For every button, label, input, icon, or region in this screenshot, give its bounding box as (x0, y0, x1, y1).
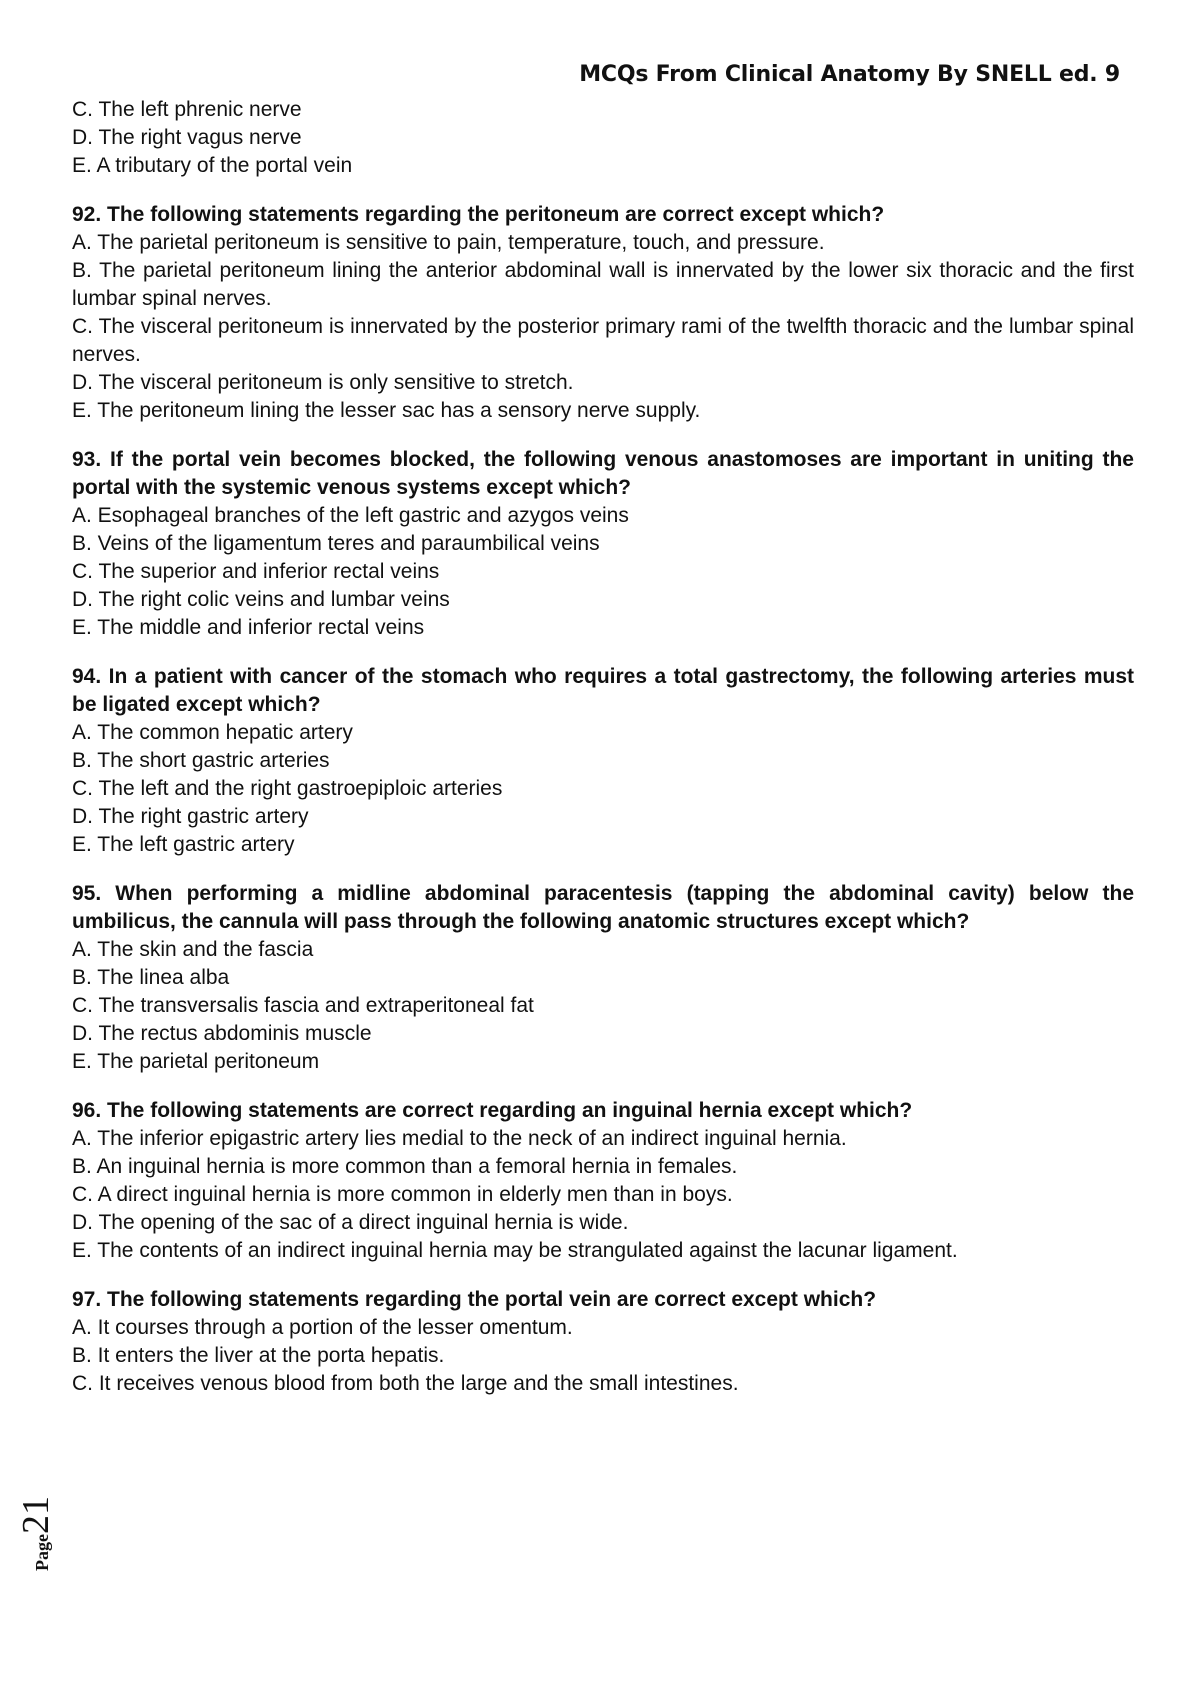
option-c: C. It receives venous blood from both the large and the small intestines. (72, 1372, 739, 1395)
page-number-marker (14, 1475, 62, 1571)
option-d: D. The right vagus nerve (72, 126, 302, 149)
option-e: E. The contents of an indirect inguinal hernia may be strangulated against the lacunar ligament. (72, 1239, 958, 1262)
question-94 (72, 663, 1134, 859)
option-b: B. An inguinal hernia is more common than a femoral hernia in females. (72, 1155, 738, 1178)
question-92 (72, 201, 1134, 425)
question-95 (72, 880, 1134, 1076)
option-b: B. The parietal peritoneum lining the anterior abdominal wall is innervated by the lower six thoracic and the first lumbar spinal nerves. (72, 259, 1134, 310)
question-97 (72, 1286, 1134, 1398)
option-a: A. The skin and the fascia (72, 938, 314, 961)
option-a: A. The common hepatic artery (72, 721, 353, 744)
option-e: E. The middle and inferior rectal veins (72, 616, 425, 639)
option-d: D. The visceral peritoneum is only sensitive to stretch. (72, 371, 574, 394)
question-text: 93. If the portal vein becomes blocked, the following venous anastomoses are important in uniting the portal with the systemic venous systems except which? (72, 448, 1134, 499)
option-d: D. The right colic veins and lumbar veins (72, 588, 450, 611)
question-text: 97. The following statements regarding the portal vein are correct except which? (72, 1288, 877, 1311)
question-text: 95. When performing a midline abdominal paracentesis (tapping the abdominal cavity) below the umbilicus, the cannula will pass through the following anatomic structures except which? (72, 882, 1134, 933)
option-c: C. The left phrenic nerve (72, 98, 302, 121)
option-e: E. The parietal peritoneum (72, 1050, 320, 1073)
continuation-options (72, 96, 1134, 180)
question-text: 96. The following statements are correct regarding an inguinal hernia except which? (72, 1099, 913, 1122)
option-a: A. The inferior epigastric artery lies medial to the neck of an indirect inguinal hernia. (72, 1127, 847, 1150)
option-c: C. The left and the right gastroepiploic arteries (72, 777, 503, 800)
option-b: B. It enters the liver at the porta hepatis. (72, 1344, 445, 1367)
option-a: A. Esophageal branches of the left gastric and azygos veins (72, 504, 629, 527)
question-text: 92. The following statements regarding the peritoneum are correct except which? (72, 203, 885, 226)
question-96 (72, 1097, 1134, 1265)
option-c: C. A direct inguinal hernia is more common in elderly men than in boys. (72, 1183, 733, 1206)
option-d: D. The rectus abdominis muscle (72, 1022, 372, 1045)
option-b: B. Veins of the ligamentum teres and paraumbilical veins (72, 532, 600, 555)
option-e: E. A tributary of the portal vein (72, 154, 353, 177)
option-a: A. It courses through a portion of the lesser omentum. (72, 1316, 573, 1339)
option-c: C. The visceral peritoneum is innervated by the posterior primary rami of the twelfth thoracic and the lumbar spinal nerves. (72, 315, 1134, 366)
option-c: C. The superior and inferior rectal veins (72, 560, 440, 583)
question-93 (72, 446, 1134, 642)
option-e: E. The peritoneum lining the lesser sac has a sensory nerve supply. (72, 399, 701, 422)
option-a: A. The parietal peritoneum is sensitive to pain, temperature, touch, and pressure. (72, 231, 825, 254)
page-content (72, 96, 1134, 1419)
option-d: D. The right gastric artery (72, 805, 309, 828)
page-header-title: MCQs From Clinical Anatomy By SNELL ed. 9 (579, 62, 1120, 87)
option-b: B. The linea alba (72, 966, 230, 989)
question-text: 94. In a patient with cancer of the stomach who requires a total gastrectomy, the following arteries must be ligated except which? (72, 665, 1134, 716)
option-b: B. The short gastric arteries (72, 749, 330, 772)
page-label: Page (32, 1534, 52, 1571)
option-e: E. The left gastric artery (72, 833, 295, 856)
option-d: D. The opening of the sac of a direct inguinal hernia is wide. (72, 1211, 629, 1234)
page-number: 21 (15, 1496, 57, 1535)
option-c: C. The transversalis fascia and extraperitoneal fat (72, 994, 534, 1017)
